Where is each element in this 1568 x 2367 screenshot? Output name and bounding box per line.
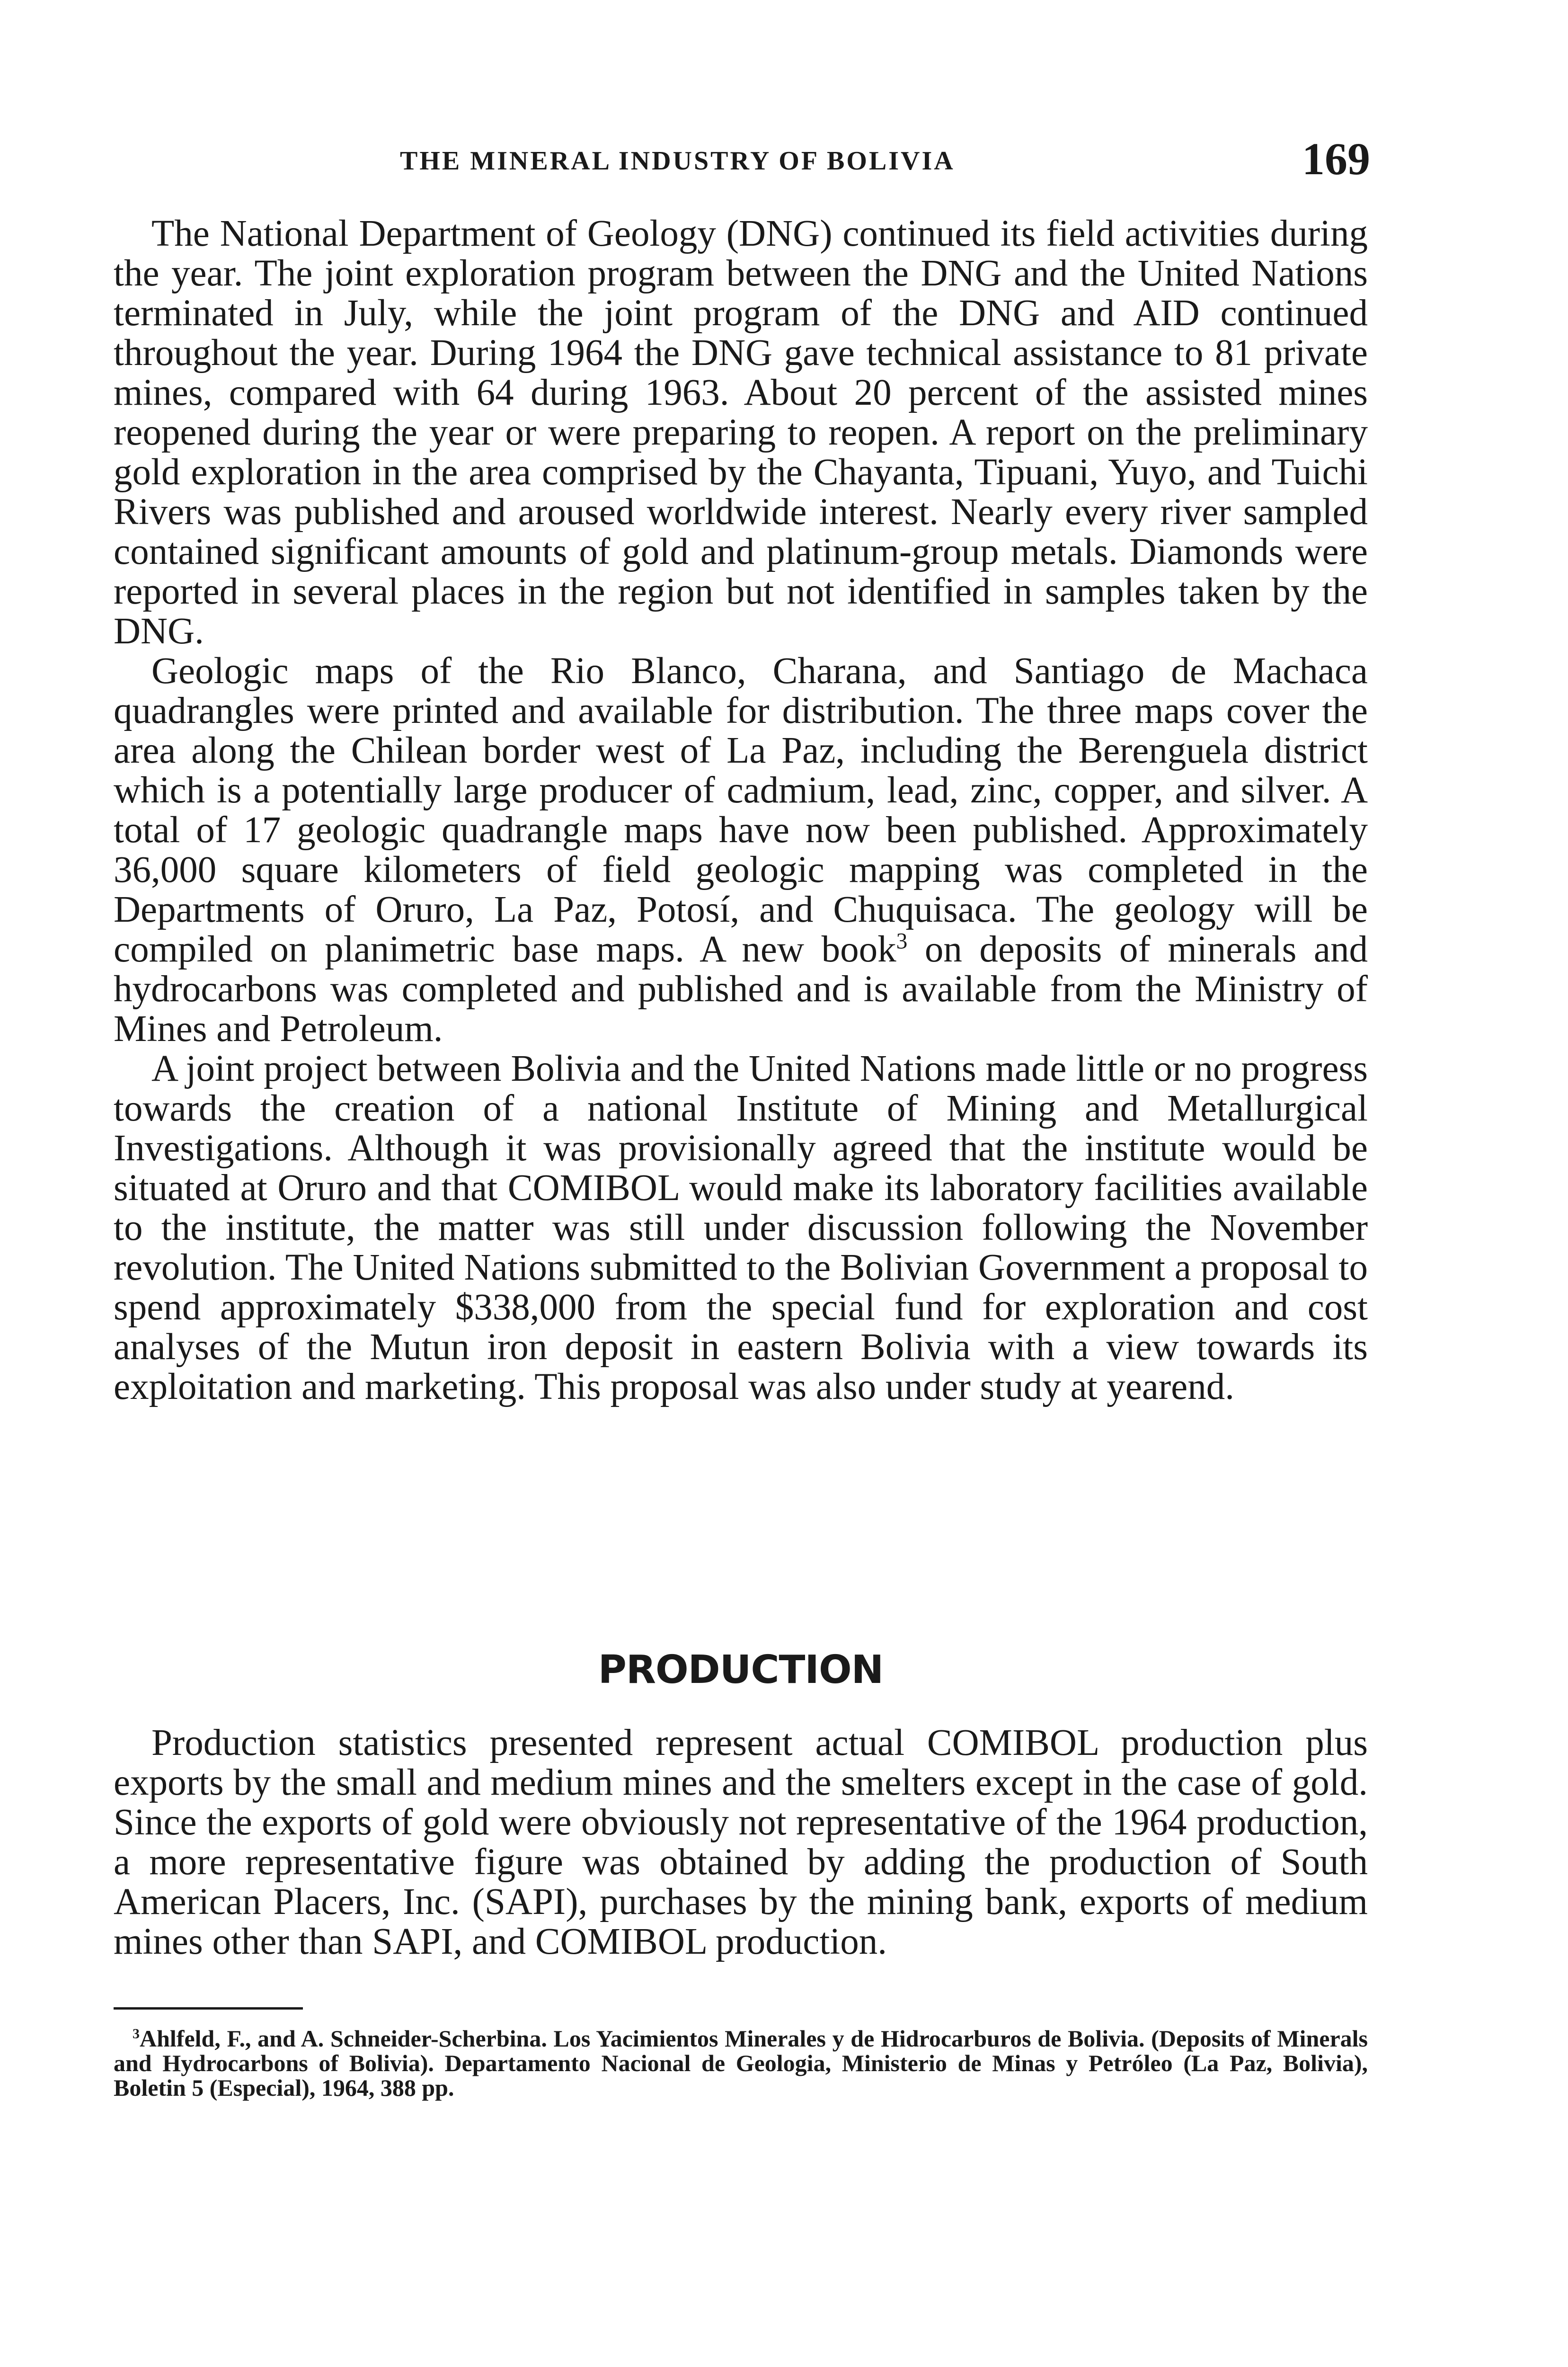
paragraph-geologic-maps [114,651,1368,1049]
paragraph-geologic-maps-text-cont: on deposits of minerals and hydrocarbons was completed and published and is available from the Ministry of Mines and Petroleum. [114,929,1368,1050]
paragraph-joint-project: A joint project between Bolivia and the United Nations made little or no progress towards the creation of a national Institute of Mining and Metallurgical Investigations. Although it was provisionally agreed that the institute would be situated at Oruro and that COMIBOL would make its laboratory facilities available to the institute, the matter was still under discussion following the November revolution. The United Nations submitted to the Bolivian Government a proposal to spend approximately $338,000 from the special fund for exploration and cost analyses of the Mutun iron deposit in eastern Bolivia with a view towards its exploitation and marketing. This proposal was also under study at yearend. [114,1048,1368,1407]
footnote-marker: 3 [133,2026,140,2042]
body-text-production [114,1723,1368,1962]
section-heading: PRODUCTION [598,1647,884,1692]
running-head [116,133,1375,194]
footnote [114,2026,1368,2100]
page-number: 169 [1302,133,1370,184]
paragraph-production: Production statistics presented represent actual COMIBOL production plus exports by the small and medium mines and the smelters except in the case of gold. Since the exports of gold were obviously not representative of the 1964 production, a more representative figure was obtained by adding the production of South American Placers, Inc. (SAPI), purchases by the mining bank, exports of medium mines other than SAPI, and COMIBOL production. [114,1722,1368,1962]
body-text-upper [114,214,1368,1407]
footnote-reference[interactable]: 3 [896,929,908,954]
paragraph-dng-activities: The National Department of Geology (DNG) continued its field activities during the year. The joint exploration program between the DNG and the United Nations terminated in July, while the joint program of the DNG and AID continued throughout the year. During 1964 the DNG gave technical assistance to 81 private mines, compared with 64 during 1963. About 20 percent of the assisted mines reopened during the year or were preparing to reopen. A report on the preliminary gold exploration in the area comprised by the Chayanta, Tipuani, Yuyo, and Tuichi Rivers was published and aroused worldwide interest. Nearly every river sampled contained significant amounts of gold and platinum-group metals. Diamonds were reported in several places in the region but not identified in samples taken by the DNG. [114,213,1368,652]
paragraph-geologic-maps-text: Geologic maps of the Rio Blanco, Charana, and Santiago de Machaca quadrangles were printed and available for distribution. The three maps cover the area along the Chilean border west of La Paz, including the Berenguela district which is a potentially large producer of cadmium, lead, zinc, copper, and silver. A total of 17 geologic quadrangle maps have now been published. Approximately 36,000 square kilometers of field geologic mapping was completed in the Departments of Oruro, La Paz, Potosí, and Chuquisaca. The geology will be compiled on planimetric base maps. A new book [114,650,1368,970]
footnote-divider [114,2007,303,2010]
running-title: THE MINERAL INDUSTRY OF BOLIVIA [400,146,955,176]
footnote-text: Ahlfeld, F., and A. Schneider-Scherbina. Los Yacimientos Minerales y de Hidrocarburos de Bolivia. (Deposits of Minerals and Hydrocarbons of Bolivia). Departamento Nacional de Geologia, Ministerio de Minas y Petróleo (La Paz, Bolivia), Boletin 5 (Especial), 1964, 388 pp. [114,2025,1368,2101]
